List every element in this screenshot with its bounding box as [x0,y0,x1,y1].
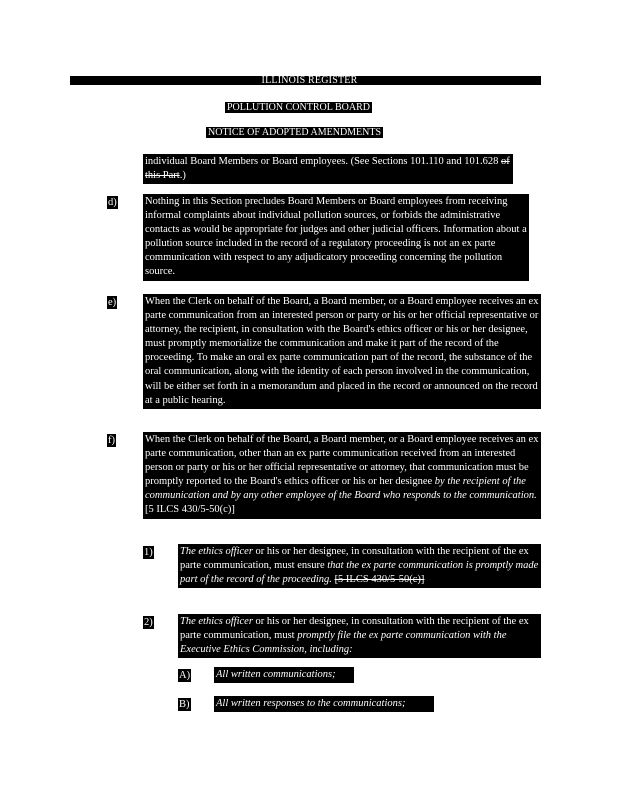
notice-title: NOTICE OF ADOPTED AMENDMENTS [208,127,382,138]
item-f1-label: 1) [144,547,153,558]
register-header-bar [70,76,541,85]
item-e-label: e) [108,297,117,308]
item-f-label: f) [108,435,115,446]
item-A-text: All written communications; [214,667,354,683]
item-d-label: d) [108,197,117,208]
item-A-label: A) [179,670,191,681]
statute-citation: [5 ILCS 430/5-50(c)] [145,504,235,516]
item-d-text: Nothing in this Section precludes Board Members or Board employees from receiving informal complaints about individual pollution sources, or forbids the administrative contacts as would be appropriate for judges and other judicial officers. Information about a pollution source included in the record of a regulatory proceeding is not an ex parte communication with respect to any adjudicatory proceeding concerning the pollution source. [143,194,529,281]
item-B-label: B) [179,699,190,710]
item-B-text: All written responses to the communications; [214,696,434,712]
item-f2-label: 2) [144,617,153,628]
item-f2-text: The ethics officer or his or her designee, in consultation with the recipient of the ex parte communication, must promptly file the ex parte communication with the Executive Ethics Commission, including: [178,614,541,658]
item-e-text: When the Clerk on behalf of the Board, a Board member, or a Board employee receives an ex parte communication from an interested person or party or his or her official representative or attorney, the recipient, in consultation with the Board's ethics officer or his or her designee, must promptly memorialize the communication and make it part of the record of the proceeding. To make an oral ex parte communication part of the record, the substance of the oral communication, along with the identity of each person involved in the communication, will be either set forth in a memorandum and placed in the record or announced on the record at a public hearing. [143,294,541,409]
struck-text: of this Part [145,156,510,182]
agency-name: POLLUTION CONTROL BOARD [227,102,370,113]
item-f-text: When the Clerk on behalf of the Board, a Board member, or a Board employee receives an ex parte communication, other than an ex parte communication received from an interested person or party or his or her official representative or attorney, that communication must be promptly reported to the Board's ethics officer or his or her designee by the recipient of the communication and by any other employee of the Board who responds to the communication. [5 ILCS 430/5-50(c)] [143,432,541,519]
struck-citation: [5 ILCS 430/5-50(c)] [334,574,425,586]
continuation-paragraph: individual Board Members or Board employees. (See Sections 101.110 and 101.628 of this Part.) [143,154,513,184]
register-title: ILLINOIS REGISTER [261,76,358,85]
item-f1-text: The ethics officer or his or her designee, in consultation with the recipient of the ex parte communication, must ensure that the ex parte communication is promptly made part of the record of the proceeding. [5 ILCS 430/5-50(c)] [178,544,541,588]
